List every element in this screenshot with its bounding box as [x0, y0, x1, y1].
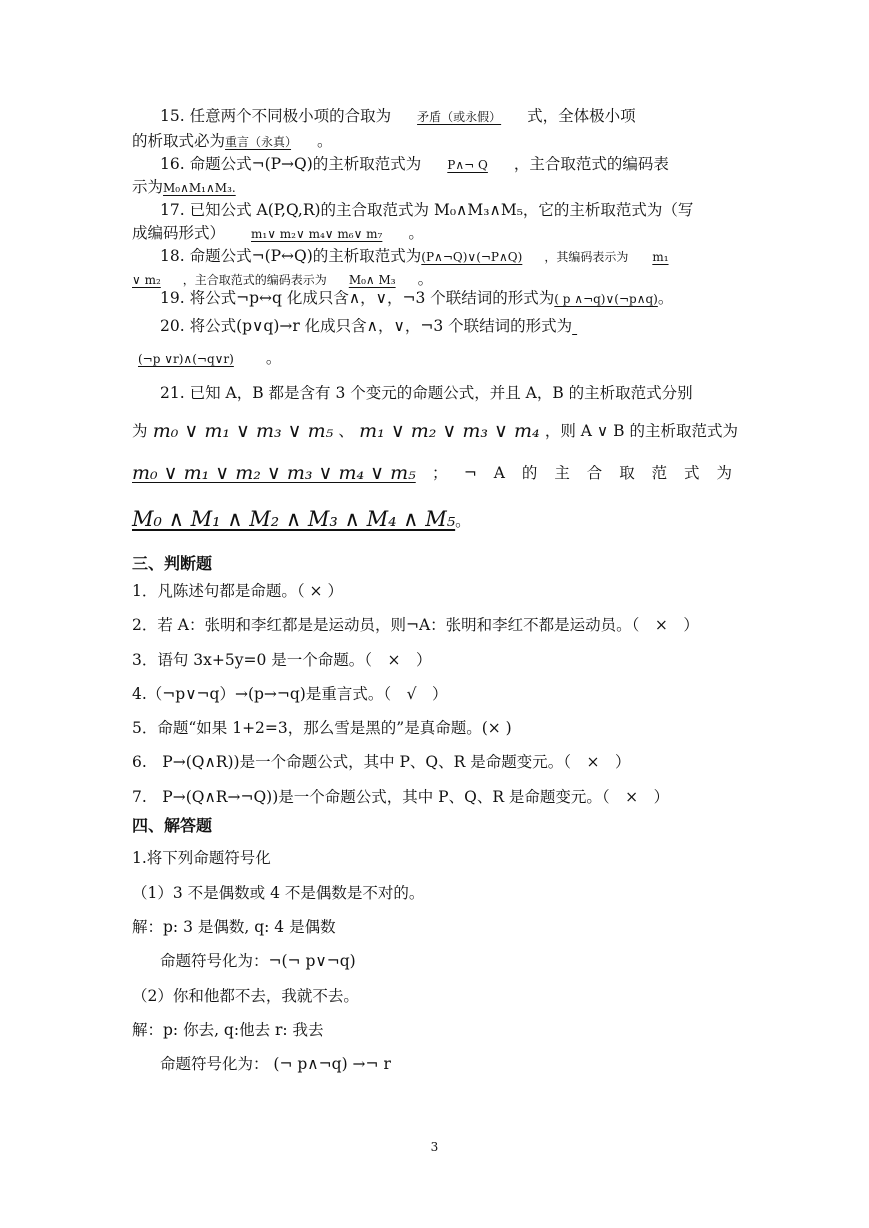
- answer-line-1: 1.将下列命题符号化: [132, 849, 271, 867]
- answer-line-5: （2）你和他都不去，我就不去。: [132, 987, 359, 1005]
- q16-line1: 16. 命题公式¬(P→Q)的主析取范式为 P∧¬ Q ，主合取范式的编码表: [160, 155, 669, 173]
- judge-item-4: 4.（¬p∨¬q）→(p→¬q)是重言式。（ √ ）: [132, 685, 448, 703]
- q21-line3: m₀ ∨ m₁ ∨ m₂ ∨ m₃ ∨ m₄ ∨ m₅ ； ¬ A 的 主 合 取 范 式 为: [132, 462, 738, 490]
- q19-line: 19. 将公式¬p↔q 化成只含∧，∨，¬3 个联结词的形式为( p ∧¬q)∨(¬p∧q)。: [160, 289, 674, 307]
- q17-answer: m₁∨ m₂∨ m₄∨ m₆∨ m₇: [251, 227, 383, 241]
- q17-line2: 成编码形式） m₁∨ m₂∨ m₄∨ m₆∨ m₇ 。: [132, 224, 424, 242]
- q18-answer1: (P∧¬Q)∨(¬P∧Q): [421, 250, 523, 264]
- q18-answer2a: m₁: [652, 250, 669, 264]
- judge-item-1: 1．凡陈述句都是命题。（ × ）: [132, 582, 343, 600]
- q21-line4: M₀ ∧ M₁ ∧ M₂ ∧ M₃ ∧ M₄ ∧ M₅。: [132, 507, 471, 531]
- q15-line2: 的析取式必为重言（永真） 。: [132, 132, 333, 150]
- q21-line2: 为 m₀ ∨ m₁ ∨ m₃ ∨ m₅ 、 m₁ ∨ m₂ ∨ m₃ ∨ m₄ ，则 A ∨ B 的主析取范式为: [132, 420, 738, 448]
- q20-answer: (¬p ∨r)∧(¬q∨r): [138, 352, 234, 366]
- judge-item-2: 2．若 A：张明和李红都是是运动员，则¬A：张明和李红不都是运动员。（ × ）: [132, 616, 699, 634]
- answer-heading: 四、解答题: [132, 816, 213, 835]
- q21-answer2: M₀ ∧ M₁ ∧ M₂ ∧ M₃ ∧ M₄ ∧ M₅: [132, 507, 456, 531]
- q20-line2: (¬p ∨r)∧(¬q∨r) 。: [132, 347, 738, 370]
- judge-item-5: 5．命题“如果 1+2=3，那么雪是黑的”是真命题。(× ): [132, 719, 512, 737]
- q19-answer: ( p ∧¬q)∨(¬p∧q): [554, 292, 658, 306]
- answer-line-2: （1）3 不是偶数或 4 不是偶数是不对的。: [132, 884, 425, 902]
- q21-answer1: m₀ ∨ m₁ ∨ m₂ ∨ m₃ ∨ m₄ ∨ m₅: [132, 462, 416, 484]
- q20-line1: 20. 将公式(p∨q)→r 化成只含∧，∨，¬3 个联结词的形式为: [160, 317, 573, 335]
- answer-line-3: 解：p: 3 是偶数, q: 4 是偶数: [132, 918, 336, 936]
- q18-answer3: M₀∧ M₃: [348, 273, 396, 287]
- page-number: 3: [430, 1140, 439, 1154]
- q15-answer1: 矛盾（或永假）: [417, 110, 502, 124]
- answer-line-7: 命题符号化为： (¬ p∧¬q) →¬ r: [160, 1055, 391, 1073]
- q18-answer2b: ∨ m₂: [132, 273, 161, 287]
- q18-line2: ∨ m₂ ，主合取范式的编码表示为 M₀∧ M₃ 。: [132, 270, 434, 288]
- q16-answer1: P∧¬ Q: [447, 158, 488, 172]
- q17-line1: 17. 已知公式 A(P,Q,R)的主合取范式为 M₀∧M₃∧M₅，它的主析取范式为（写: [160, 201, 694, 219]
- answer-line-4: 命题符号化为：¬(¬ p∨¬q): [160, 952, 356, 970]
- q15-answer2: 重言（永真）: [225, 135, 292, 149]
- judge-item-6: 6. P→(Q∧R))是一个命题公式，其中 P、Q、R 是命题变元。（ × ）: [132, 753, 631, 771]
- q16-line2: 示为M₀∧M₁∧M₃.: [132, 178, 236, 196]
- answer-line-6: 解：p: 你去, q:他去 r: 我去: [132, 1021, 324, 1039]
- q21-formula-a: m₀ ∨ m₁ ∨ m₃ ∨ m₅: [152, 420, 334, 442]
- judge-item-3: 3．语句 3x+5y=0 是一个命题。（ × ）: [132, 651, 432, 669]
- q18-line1: 18. 命题公式¬(P↔Q)的主析取范式为(P∧¬Q)∨(¬P∧Q) ，其编码表示为 m₁: [160, 247, 669, 265]
- q21-formula-b: m₁ ∨ m₂ ∨ m₃ ∨ m₄: [359, 420, 540, 442]
- judge-heading: 三、判断题: [132, 554, 213, 573]
- q15-line1: 15. 任意两个不同极小项的合取为 矛盾（或永假） 式，全体极小项: [160, 107, 636, 125]
- judge-item-7: 7. P→(Q∧R→¬Q))是一个命题公式，其中 P、Q、R 是命题变元。（ × ）: [132, 788, 670, 806]
- q16-answer2: M₀∧M₁∧M₃.: [163, 181, 236, 195]
- q21-line1: 21. 已知 A，B 都是含有 3 个变元的命题公式，并且 A，B 的主析取范式分别: [160, 384, 693, 402]
